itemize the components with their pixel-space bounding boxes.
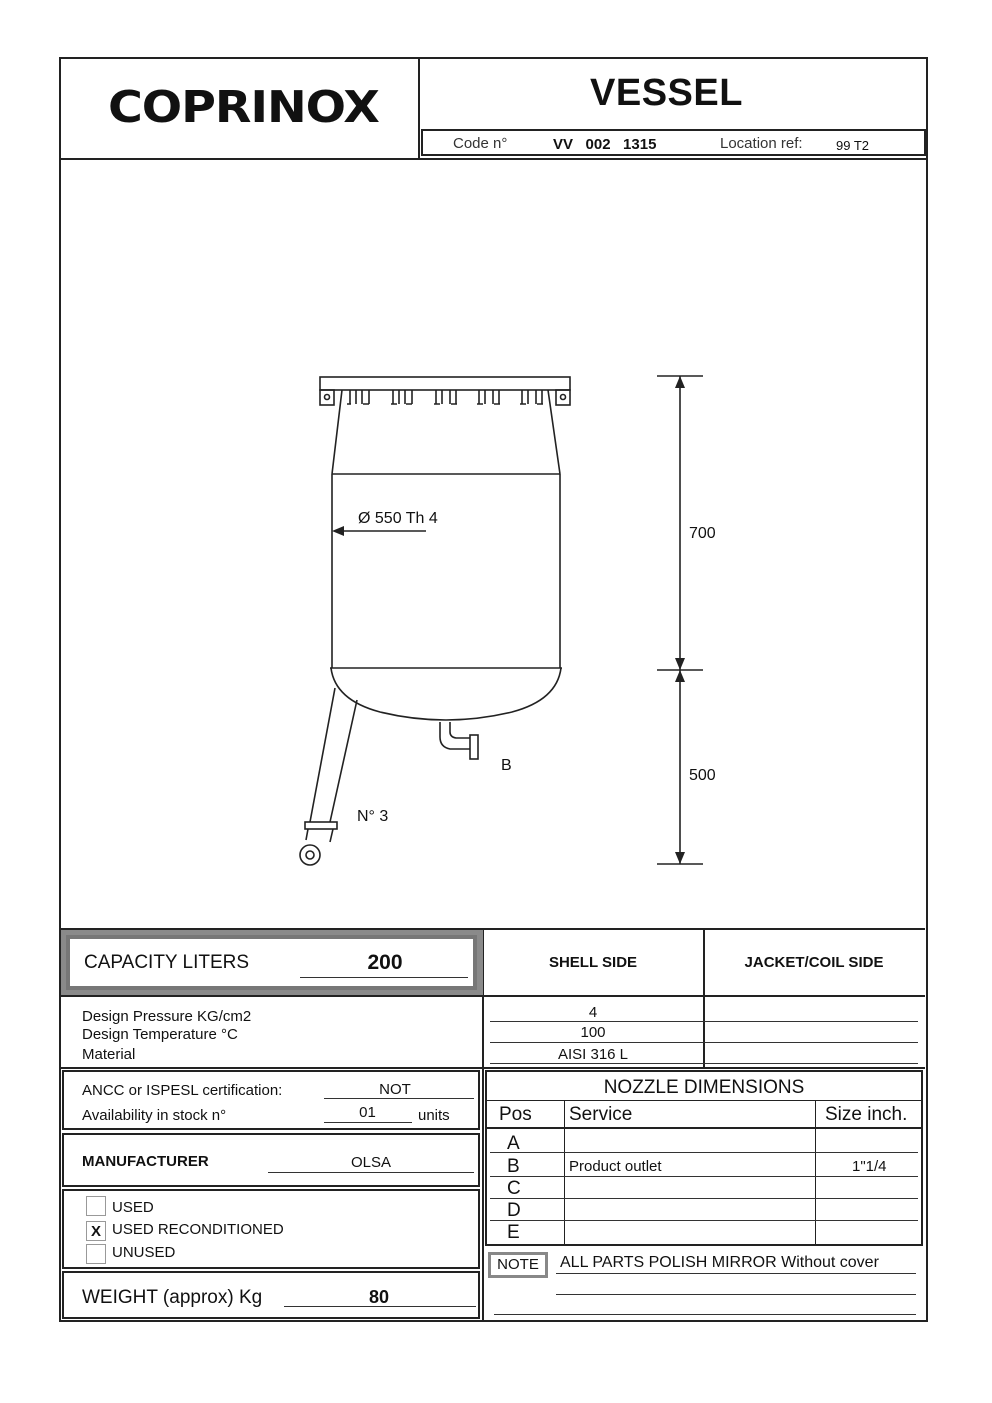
- col-size-header: Size inch.: [825, 1104, 908, 1125]
- nozzle-row-size: 1"1/4: [852, 1158, 887, 1175]
- leg: [310, 688, 357, 822]
- nozzle-row-service: Product outlet: [569, 1158, 662, 1175]
- capacity-label: CAPACITY LITERS: [84, 952, 250, 973]
- option-unused-label: UNUSED: [112, 1244, 176, 1261]
- design-pressure-label: Design Pressure KG/cm2: [82, 1008, 252, 1025]
- manufacturer-label: MANUFACTURER: [82, 1153, 209, 1170]
- company-logo: COPRINOX: [108, 82, 379, 133]
- note-label: NOTE: [488, 1252, 548, 1278]
- nozzle-row-pos: C: [507, 1178, 521, 1199]
- nozzle-table-title: NOZZLE DIMENSIONS: [603, 1077, 805, 1098]
- col-pos-header: Pos: [499, 1104, 532, 1125]
- nozzle-b-label: B: [501, 757, 512, 774]
- stock-value: 01: [359, 1104, 376, 1121]
- note-text: ALL PARTS POLISH MIRROR Without cover: [560, 1254, 879, 1271]
- nozzle-b: [440, 722, 470, 749]
- jacket-side-header: JACKET/COIL SIDE: [744, 954, 884, 971]
- dimension-lower: 500: [689, 767, 716, 784]
- checkbox-used-reconditioned[interactable]: X: [86, 1221, 106, 1241]
- nozzle-row-pos: E: [507, 1222, 520, 1243]
- shell-jacket-divider: [703, 928, 705, 1068]
- weight-value: 80: [368, 1287, 390, 1307]
- shell-material: AISI 316 L: [557, 1046, 629, 1063]
- material-label: Material: [82, 1046, 136, 1063]
- dimension-upper: 700: [689, 525, 716, 542]
- design-temperature-label: Design Temperature °C: [82, 1026, 238, 1043]
- certification-label: ANCC or ISPESL certification:: [82, 1082, 283, 1099]
- code-label: Code n°: [453, 135, 508, 152]
- cone-top: [332, 390, 560, 474]
- nozzle-row-pos: A: [507, 1133, 520, 1154]
- dished-bottom: [331, 668, 561, 720]
- shell-side-header: SHELL SIDE: [548, 954, 638, 971]
- certification-value: NOT: [379, 1081, 411, 1098]
- diameter-label: Ø 550 Th 4: [358, 510, 438, 527]
- top-clamps: [347, 390, 543, 404]
- stock-unit: units: [418, 1107, 450, 1124]
- location-value: 99 T2: [836, 138, 870, 153]
- checkbox-unused[interactable]: [86, 1244, 106, 1264]
- location-label: Location ref:: [720, 135, 803, 152]
- legs-label: N° 3: [357, 808, 389, 825]
- page-title: VESSEL: [590, 72, 743, 114]
- top-flange: [320, 377, 570, 390]
- shell-temperature: 100: [580, 1024, 606, 1041]
- nozzle-row-pos: D: [507, 1200, 521, 1221]
- weight-label: WEIGHT (approx) Kg: [82, 1287, 263, 1308]
- shell-pressure: 4: [588, 1004, 598, 1021]
- stock-label: Availability in stock n°: [82, 1107, 227, 1124]
- nozzle-row-pos: B: [507, 1156, 520, 1177]
- capacity-value: 200: [367, 951, 403, 974]
- manufacturer-value: OLSA: [350, 1154, 392, 1171]
- caster-wheel: [300, 845, 320, 865]
- col-service-header: Service: [569, 1104, 633, 1125]
- option-used-label: USED: [112, 1199, 154, 1216]
- checkbox-used[interactable]: [86, 1196, 106, 1216]
- code-value: VV 002 1315: [553, 136, 657, 153]
- capacity-box: [66, 935, 477, 990]
- option-used-reconditioned-label: USED RECONDITIONED: [112, 1221, 284, 1238]
